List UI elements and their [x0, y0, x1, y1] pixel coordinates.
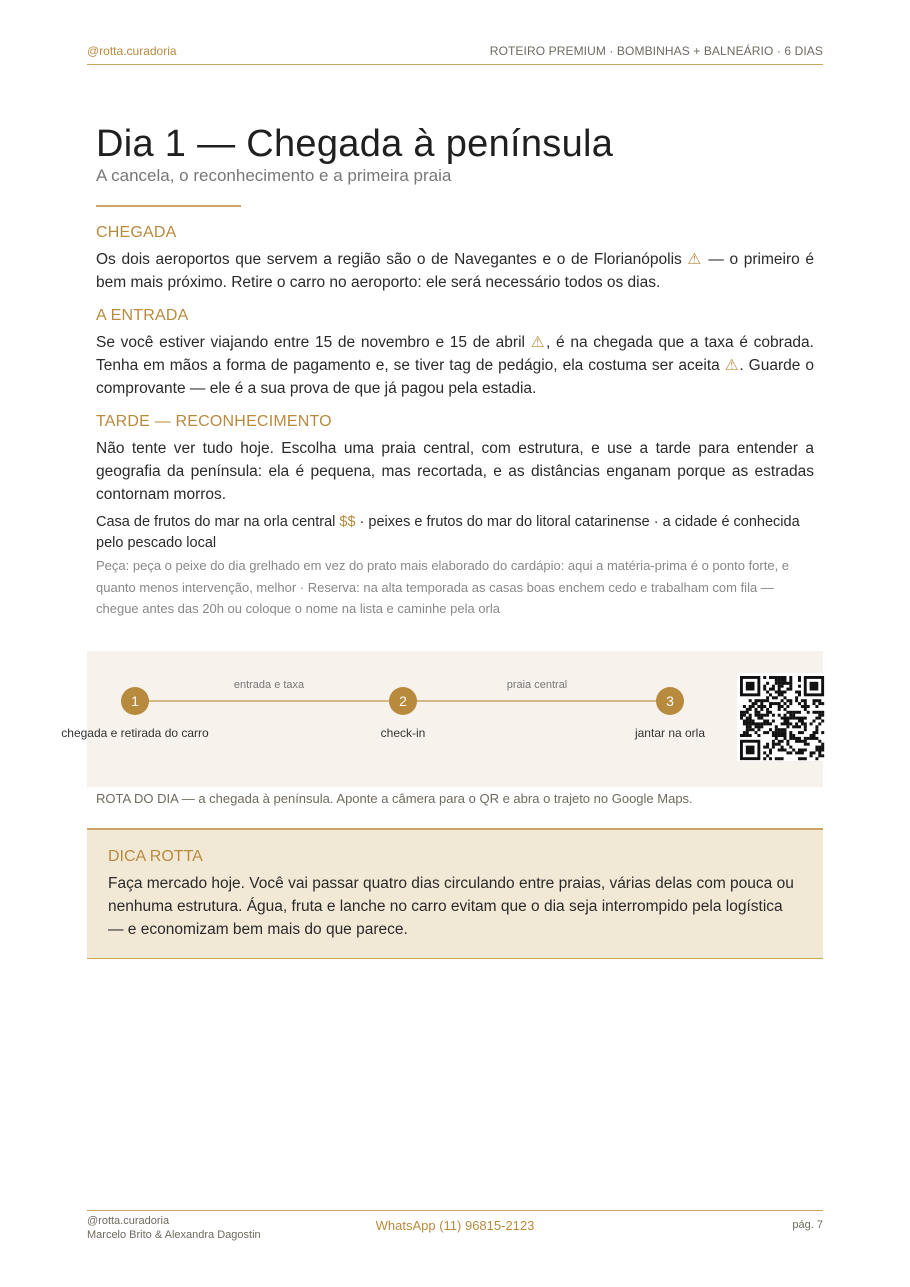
route-stop-number: 3: [666, 693, 674, 709]
restaurant-name: Casa de frutos do mar na orla central: [96, 514, 340, 530]
warning-icon: ⚠: [724, 357, 740, 374]
route-caption: ROTA DO DIA — a chegada à península. Aponte a câmera para o QR e abra o trajeto no Google Maps.: [96, 791, 693, 806]
text-segment: . Guarde o comprovante — ele é a sua prova de que já pagou pela estadia.: [96, 357, 814, 397]
route-stop-label: jantar na orla: [634, 726, 706, 740]
page-header: [87, 44, 823, 65]
title-divider: [96, 205, 241, 207]
section-heading-chegada: CHEGADA: [96, 224, 177, 241]
whatsapp-contact[interactable]: WhatsApp (11) 96815-2123: [375, 1218, 535, 1233]
section-heading-tarde: TARDE — RECONHECIMENTO: [96, 413, 332, 430]
text-segment: Os dois aeroportos que servem a região são o de Navegantes e o de Florianópolis: [96, 251, 688, 268]
page-subtitle: A cancela, o reconhecimento e a primeira praia: [96, 166, 452, 185]
route-stop-number: 1: [131, 693, 139, 709]
route-stop-label: chegada e retirada do carro: [61, 726, 209, 740]
section-heading-entrada: A ENTRADA: [96, 307, 189, 324]
page-footer: [87, 1210, 823, 1241]
page-number: pág. 7: [792, 1219, 823, 1231]
main-content: [96, 120, 814, 620]
text-segment: , é na chegada que a taxa é cobrada. Tenha em mãos a forma de pagamento e, se tiver tag de pedágio, ela costuma ser aceita: [96, 334, 814, 374]
qr-code-icon[interactable]: [737, 673, 825, 761]
warning-icon: ⚠: [687, 251, 703, 268]
route-diagram: [61, 651, 823, 787]
route-leg-label: praia central: [506, 679, 568, 691]
section-text-chegada: [96, 248, 814, 294]
route-stop-label: check-in: [380, 726, 426, 740]
text-segment: Se você estiver viajando entre 15 de novembro e 15 de abril: [96, 334, 531, 351]
section-text-tarde: Não tente ver tudo hoje. Escolha uma praia central, com estrutura, e use a tarde para entender a geografia da península: ela é pequena, mas recortada, e as distâncias enganam porque as estradas contornam morros.: [96, 440, 814, 503]
restaurant-note: Peça: peça o peixe do dia grelhado em vez do prato mais elaborado do cardápio: aqui a matéria-prima é o ponto forte, e quanto menos intervenção, melhor · Reserva: na alta temporada as casas boas enchem cedo e trabalham com fila — chegue antes das 20h ou coloque o nome na lista e caminhe pela orla: [96, 558, 790, 616]
route-stop-number: 2: [399, 693, 407, 709]
text-segment: — o primeiro é bem mais próximo. Retire o carro no aeroporto: ele será necessário todos os dias.: [96, 251, 814, 291]
section-text-entrada: [96, 331, 814, 400]
page-title: Dia 1 — Chegada à península: [96, 123, 614, 165]
header-brand: @rotta.curadoria: [87, 44, 177, 58]
restaurant-recommendation: [96, 512, 814, 554]
route-leg-label: entrada e taxa: [233, 679, 305, 691]
header-title: ROTEIRO PREMIUM · BOMBINHAS + BALNEÁRIO · 6 DIAS: [489, 44, 823, 58]
footer-brand: @rotta.curadoria: [87, 1215, 170, 1227]
tip-box: [87, 828, 823, 959]
tip-heading: DICA ROTTA: [108, 848, 203, 865]
footer-authors: Marcelo Brito & Alexandra Dagostin: [87, 1229, 261, 1241]
warning-icon: ⚠: [530, 334, 546, 351]
route-map: [61, 651, 823, 787]
tip-text: Faça mercado hoje. Você vai passar quatro dias circulando entre praias, várias delas com pouca ou nenhuma estrutura. Água, fruta e lanche no carro evitam que o dia seja interrompido pela logística — e economizam bem mais do que parece.: [108, 875, 794, 938]
restaurant-description: · peixes e frutos do mar do litoral catarinense · a cidade é conhecida pelo pescado local: [96, 514, 800, 551]
price-badge: $$: [339, 514, 356, 530]
